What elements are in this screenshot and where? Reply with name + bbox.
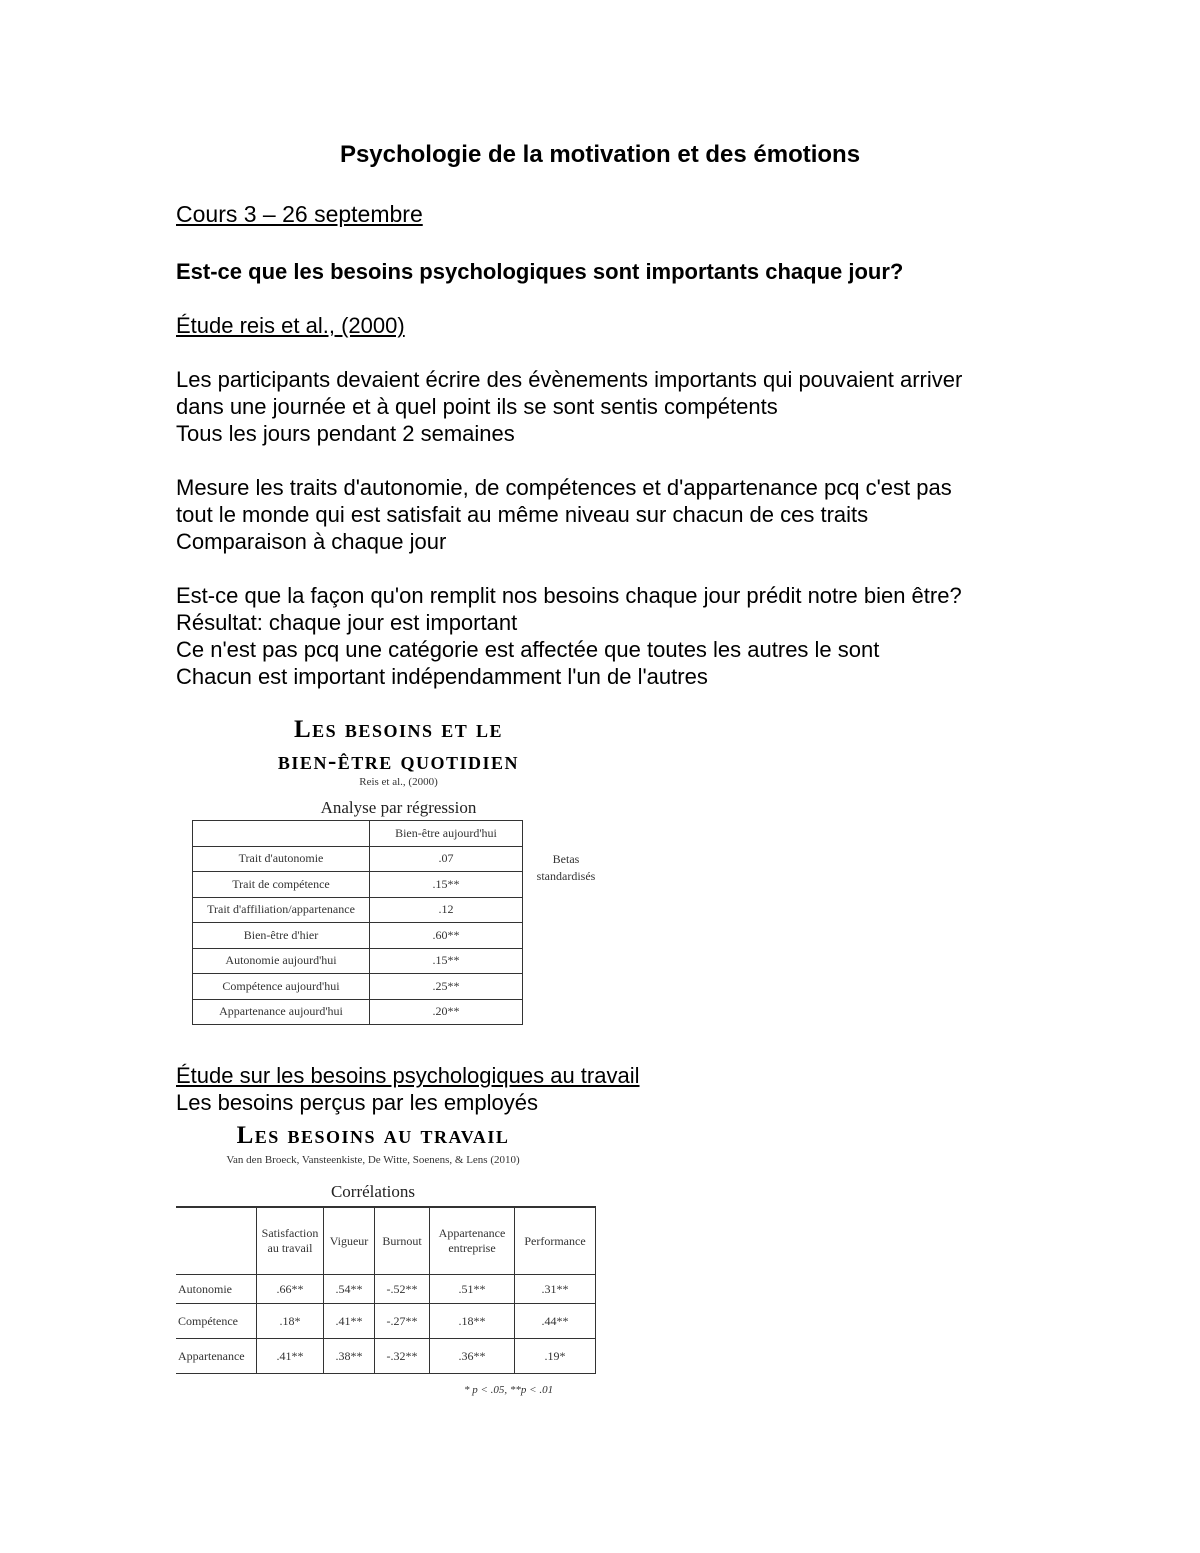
figure-regression (186, 714, 611, 1032)
betas-note-line1: Betas (552, 852, 580, 866)
regression-table (192, 820, 523, 1025)
figure-correlations (176, 1122, 600, 1402)
column-header: Burnout (375, 1207, 430, 1275)
table-cell (193, 821, 370, 847)
row-label: Trait de compétence (193, 872, 370, 898)
table-cell: .44** (515, 1304, 596, 1339)
betas-note-line2: standardisés (536, 869, 596, 883)
row-value: .15** (370, 872, 523, 898)
table-cell: .18** (430, 1304, 515, 1339)
betas-note (522, 851, 610, 885)
paragraph-line: Les participants devaient écrire des évènements importants qui pouvaient arriver (176, 367, 963, 392)
row-value: .12 (370, 897, 523, 923)
figure2-source: Van den Broeck, Vansteenkiste, De Witte, Soenens, & Lens (2010) (226, 1154, 520, 1166)
course-heading: Cours 3 – 26 septembre (176, 201, 423, 227)
question-heading: Est-ce que les besoins psychologiques sont importants chaque jour? (176, 259, 904, 284)
table-row (176, 1304, 596, 1339)
table-row (193, 923, 523, 949)
row-label: Compétence (176, 1304, 257, 1339)
column-header: Bien-être aujourd'hui (370, 821, 523, 847)
table-row (176, 1275, 596, 1304)
row-label: Appartenance aujourd'hui (193, 999, 370, 1025)
figure2-title: Les besoins au travail (236, 1122, 510, 1149)
column-header: Vigueur (324, 1207, 375, 1275)
column-header: Performance (515, 1207, 596, 1275)
paragraph-line: Ce n'est pas pcq une catégorie est affectée que toutes les autres le sont (176, 637, 880, 662)
paragraph-line: tout le monde qui est satisfait au même niveau sur chacun de ces traits (176, 502, 869, 527)
table-row (193, 897, 523, 923)
paragraph-line: Les besoins perçus par les employés (176, 1090, 538, 1115)
paragraph-line: Est-ce que la façon qu'on remplit nos besoins chaque jour prédit notre bien être? (176, 583, 962, 608)
table-row (193, 999, 523, 1025)
table-cell: .19* (515, 1339, 596, 1374)
study2-heading: Étude sur les besoins psychologiques au travail (176, 1063, 640, 1088)
table-row (193, 948, 523, 974)
table-cell: -.27** (375, 1304, 430, 1339)
figure1-subtitle: Analyse par régression (320, 798, 477, 817)
table-cell: -.32** (375, 1339, 430, 1374)
row-label: Autonomie aujourd'hui (193, 948, 370, 974)
row-label: Bien-être d'hier (193, 923, 370, 949)
column-header: Satisfaction au travail (257, 1207, 324, 1275)
row-value: .07 (370, 846, 523, 872)
significance-note: * p < .05, **p < .01 (464, 1384, 554, 1396)
row-value: .20** (370, 999, 523, 1025)
table-row (193, 974, 523, 1000)
table-cell: -.52** (375, 1275, 430, 1304)
table-cell: .41** (324, 1304, 375, 1339)
paragraph-line: Résultat: chaque jour est important (176, 610, 518, 635)
document-title: Psychologie de la motivation et des émotions (339, 141, 861, 168)
column-header: Appartenance entreprise (430, 1207, 515, 1275)
table-cell: .51** (430, 1275, 515, 1304)
table-cell: .66** (257, 1275, 324, 1304)
figure1-source: Reis et al., (2000) (359, 776, 438, 788)
paragraph-line: Mesure les traits d'autonomie, de compétences et d'appartenance pcq c'est pas (176, 475, 952, 500)
table-row (193, 846, 523, 872)
table-header-row (193, 821, 523, 847)
table-row (193, 872, 523, 898)
table-cell: .54** (324, 1275, 375, 1304)
figure2-subtitle: Corrélations (330, 1182, 416, 1201)
paragraph-line: dans une journée et à quel point ils se sont sentis compétents (176, 394, 778, 419)
paragraph-line: Tous les jours pendant 2 semaines (176, 421, 515, 446)
table-cell (176, 1207, 257, 1275)
study1-heading: Étude reis et al., (2000) (176, 313, 405, 338)
row-value: .25** (370, 974, 523, 1000)
table-cell: .36** (430, 1339, 515, 1374)
row-label: Autonomie (176, 1275, 257, 1304)
row-value: .15** (370, 948, 523, 974)
paragraph-line: Chacun est important indépendamment l'un de l'autres (176, 664, 708, 689)
row-label: Compétence aujourd'hui (193, 974, 370, 1000)
table-cell: .31** (515, 1275, 596, 1304)
row-label: Trait d'autonomie (193, 846, 370, 872)
row-label: Appartenance (176, 1339, 257, 1374)
table-cell: .38** (324, 1339, 375, 1374)
figure1-title-line1: Les besoins et le (293, 716, 503, 743)
figure1-title-line2: bien-être quotidien (277, 748, 520, 775)
table-cell: .18* (257, 1304, 324, 1339)
row-label: Trait d'affiliation/appartenance (193, 897, 370, 923)
table-row (176, 1339, 596, 1374)
correlation-table (176, 1206, 596, 1374)
table-cell: .41** (257, 1339, 324, 1374)
row-value: .60** (370, 923, 523, 949)
table-header-row (176, 1207, 596, 1275)
paragraph-line: Comparaison à chaque jour (176, 529, 447, 554)
